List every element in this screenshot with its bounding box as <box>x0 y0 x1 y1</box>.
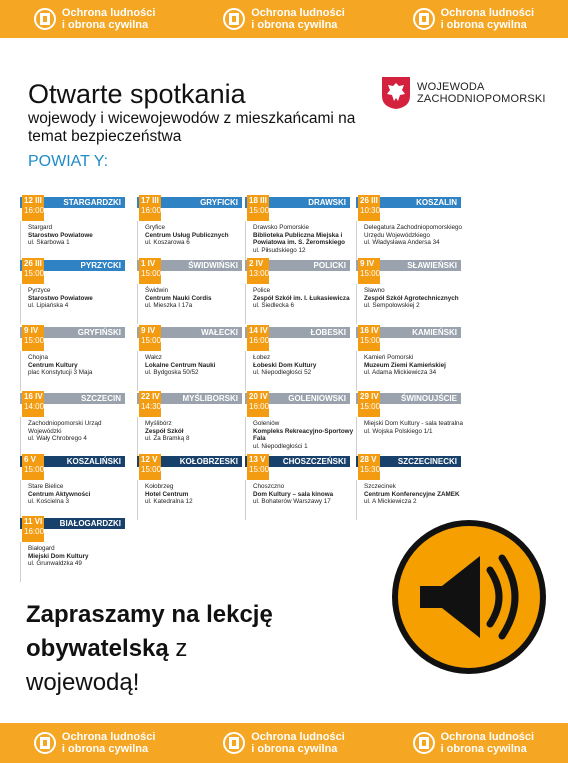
civil-defense-icon <box>413 8 435 30</box>
meeting-date: 9 IV <box>141 326 156 335</box>
card-divider <box>20 221 21 261</box>
meeting-location <box>145 420 249 443</box>
meeting-date: 9 IV <box>360 259 375 268</box>
meeting-city: Szczecinek <box>364 483 396 490</box>
powiat-name-bar: POLICKI <box>245 260 350 271</box>
meeting-city: Białogard <box>28 545 55 552</box>
meeting-date: 1 IV <box>141 259 156 268</box>
invite-line1: Zapraszamy na lekcję <box>26 601 273 628</box>
powiat-name-bar: SZCZECINECKI <box>356 456 461 467</box>
meeting-location <box>253 287 357 310</box>
meeting-date-badge <box>22 516 44 542</box>
meeting-place: Miejski Dom Kultury <box>28 552 89 560</box>
meeting-date-badge <box>247 391 269 417</box>
meeting-date-badge <box>139 391 161 417</box>
meeting-date-badge <box>247 195 269 221</box>
card-divider <box>137 351 138 391</box>
powiat-name-bar: GRYFIŃSKI <box>20 327 125 338</box>
meeting-city: Stare Bielice <box>28 483 64 490</box>
meeting-address: ul. Skarbowa 1 <box>28 239 70 247</box>
meeting-time: 15:00 <box>360 336 381 345</box>
meeting-location <box>145 224 249 247</box>
meeting-card <box>356 456 466 520</box>
meeting-address: ul. Koszarowa 6 <box>145 239 190 247</box>
card-divider <box>137 417 138 457</box>
meeting-card <box>137 260 247 324</box>
meeting-place: Centrum Nauki Cordis <box>145 294 212 302</box>
meeting-date: 13 V <box>249 455 266 464</box>
card-divider <box>20 284 21 324</box>
meeting-city: Pyrzyce <box>28 287 51 294</box>
meeting-time: 14:30 <box>141 402 162 411</box>
invite-line3: wojewodą! <box>26 669 140 696</box>
wojewoda-line1: WOJEWODA <box>417 81 485 93</box>
powiat-name-bar: KAMIEŃSKI <box>356 327 461 338</box>
meeting-card <box>20 197 130 261</box>
meeting-address: ul. Niepodległości 52 <box>253 369 312 377</box>
meeting-date-badge <box>247 454 269 480</box>
meeting-city: Kamień Pomorski <box>364 354 414 361</box>
meeting-location <box>145 354 249 377</box>
brand-logo-5 <box>223 731 345 755</box>
meeting-card <box>356 260 466 324</box>
meeting-date-badge <box>358 195 380 221</box>
meeting-address: ul. Kościelna 3 <box>28 498 69 506</box>
meeting-place: Lokalne Centrum Nauki <box>145 361 216 369</box>
meeting-time: 15:00 <box>360 402 381 411</box>
meeting-time: 15:00 <box>141 336 162 345</box>
meeting-date-badge <box>358 391 380 417</box>
meeting-city: Police <box>253 287 271 294</box>
polish-eagle-emblem-icon <box>381 76 411 110</box>
meeting-date: 26 III <box>360 196 378 205</box>
card-divider <box>245 351 246 391</box>
meeting-address: ul. Katedralna 12 <box>145 498 193 506</box>
meeting-place: Centrum Kultury <box>28 361 78 369</box>
meeting-location <box>28 420 132 443</box>
meeting-card <box>20 327 130 391</box>
powiat-name-bar: KOŁOBRZESKI <box>137 456 242 467</box>
wojewoda-logo <box>381 76 546 110</box>
meeting-city: Miejski Dom Kultury - sala teatralna <box>364 420 464 427</box>
meeting-date: 29 IV <box>360 392 379 401</box>
powiat-name-bar: SŁAWIEŃSKI <box>356 260 461 271</box>
invite-line2-bold: obywatelską <box>26 635 169 662</box>
card-divider <box>137 480 138 520</box>
powiat-name-bar: PYRZYCKI <box>20 260 125 271</box>
bottom-banner <box>0 723 568 763</box>
brand-line1: Ochrona ludności <box>61 731 156 743</box>
brand-line1: Ochrona ludności <box>61 7 156 19</box>
meeting-card <box>137 197 247 261</box>
meeting-city: Wałcz <box>145 354 162 361</box>
top-banner <box>0 0 568 38</box>
card-divider <box>356 221 357 261</box>
meeting-city: Myślibórz <box>145 420 172 427</box>
meeting-address: ul. Wojska Polskiego 1/1 <box>364 427 433 435</box>
meeting-city: Stargard <box>28 224 53 231</box>
meeting-city: Delegatura Zachodniopomorskiego Urzędu Wojewódzkiego <box>364 224 463 239</box>
meeting-address: ul. Bohaterów Warszawy 17 <box>253 498 331 506</box>
meeting-location <box>28 287 132 310</box>
meeting-place: Centrum Usług Publicznych <box>145 231 229 239</box>
meeting-date-badge <box>22 454 44 480</box>
meeting-place: Zespół Szkół Agrotechnicznych <box>364 294 459 302</box>
card-divider <box>137 221 138 261</box>
meeting-time: 13:00 <box>249 269 270 278</box>
meeting-city: Łobez <box>253 354 271 361</box>
meeting-date-badge <box>139 454 161 480</box>
meeting-location <box>253 420 357 450</box>
meeting-date-badge <box>22 258 44 284</box>
meeting-place: Starostwo Powiatowe <box>28 231 93 239</box>
meeting-date-badge <box>139 195 161 221</box>
brand-line1: Ochrona ludności <box>440 7 535 19</box>
meeting-date-badge <box>139 258 161 284</box>
meeting-time: 15:00 <box>24 336 45 345</box>
meeting-address: ul. Za Bramką 8 <box>145 435 190 443</box>
card-divider <box>20 480 21 520</box>
meeting-time: 15:00 <box>24 465 45 474</box>
brand-line1: Ochrona ludności <box>251 731 345 743</box>
brand-line1: Ochrona ludności <box>440 731 535 743</box>
meeting-location <box>253 224 357 254</box>
meeting-card <box>245 393 355 457</box>
meeting-place: Kompleks Rekreacyjno-Sportowy Fala <box>253 427 354 443</box>
card-divider <box>356 284 357 324</box>
meeting-address: ul. Siedlecka 6 <box>253 302 294 310</box>
powiat-name-bar: KOSZALIŃSKI <box>20 456 125 467</box>
brand-line2: i obrona cywilna <box>440 19 527 31</box>
meeting-place: Zespół Szkół <box>145 427 184 435</box>
brand-logo-3 <box>413 7 535 31</box>
meeting-city: Goleniów <box>253 420 280 427</box>
meeting-place: Starostwo Powiatowe <box>28 294 93 302</box>
card-divider <box>20 417 21 457</box>
meeting-address: ul. Adama Mickiewicza 34 <box>364 369 437 377</box>
civil-defense-icon <box>413 732 435 754</box>
meeting-location <box>28 224 132 247</box>
powiat-name-bar: KOSZALIN <box>356 197 461 208</box>
meeting-date-badge <box>22 391 44 417</box>
meeting-city: Zachodniopomorski Urząd Wojewódzki <box>28 420 102 435</box>
card-divider <box>356 351 357 391</box>
powiat-name-bar: ŁOBESKI <box>245 327 350 338</box>
meeting-address: ul. Władysława Andersa 34 <box>364 239 440 247</box>
meeting-date-badge <box>22 195 44 221</box>
meeting-date: 20 IV <box>249 392 268 401</box>
brand-line2: i obrona cywilna <box>251 743 338 755</box>
meeting-address: ul. Sempołowskiej 2 <box>364 302 420 310</box>
meeting-address: ul. A Mickiewicza 2 <box>364 498 417 506</box>
meeting-city: Sławno <box>364 287 385 294</box>
meeting-card <box>245 197 355 261</box>
meeting-date-badge <box>139 325 161 351</box>
card-divider <box>245 480 246 520</box>
meeting-card <box>20 456 130 520</box>
powiat-name-bar: WAŁECKI <box>137 327 242 338</box>
powiat-name-bar: GOLENIOWSKI <box>245 393 350 404</box>
brand-line2: i obrona cywilna <box>251 19 338 31</box>
card-divider <box>356 417 357 457</box>
meeting-card <box>20 393 130 457</box>
meeting-place: Hotel Centrum <box>145 490 189 498</box>
meeting-card <box>137 393 247 457</box>
meeting-address: ul. Lipiańska 4 <box>28 302 69 310</box>
meeting-card <box>245 327 355 391</box>
meeting-time: 15:30 <box>360 465 381 474</box>
powiat-name-bar: ŚWIDWIŃSKI <box>137 260 242 271</box>
brand-logo-2 <box>223 7 345 31</box>
card-divider <box>245 284 246 324</box>
meeting-card <box>20 260 130 324</box>
meeting-date: 12 III <box>24 196 42 205</box>
civil-defense-icon <box>223 8 245 30</box>
meeting-address: ul. Grunwaldzka 49 <box>28 560 82 568</box>
meeting-address: plac Konstytucji 3 Maja <box>28 369 93 377</box>
meeting-date-badge <box>247 325 269 351</box>
civil-defense-icon <box>34 732 56 754</box>
meeting-date: 2 IV <box>249 259 264 268</box>
meeting-place: Biblioteka Publiczna Miejska i Powiatowa im. S. Żeromskiego <box>253 231 346 247</box>
meeting-place: Dom Kultury – sala kinowa <box>253 490 334 498</box>
meeting-time: 15:00 <box>249 206 270 215</box>
meeting-date-badge <box>247 258 269 284</box>
meeting-date: 26 III <box>24 259 42 268</box>
card-divider <box>356 480 357 520</box>
meeting-place: Centrum Aktywności <box>28 490 91 498</box>
brand-line2: i obrona cywilna <box>61 743 149 755</box>
civil-defense-icon <box>223 732 245 754</box>
meeting-date: 11 VI <box>24 517 43 526</box>
card-divider <box>245 221 246 261</box>
powiat-name-bar: STARGARDZKI <box>20 197 125 208</box>
brand-line1: Ochrona ludności <box>251 7 345 19</box>
meeting-location <box>364 354 468 377</box>
meeting-date: 14 IV <box>249 326 268 335</box>
meeting-address: ul. Wały Chrobrego 4 <box>28 435 87 443</box>
powiat-name-bar: CHOSZCZEŃSKI <box>245 456 350 467</box>
meeting-place: Łobeski Dom Kultury <box>253 361 317 369</box>
brand-logo-6 <box>413 731 535 755</box>
card-divider <box>245 417 246 457</box>
meeting-date: 28 V <box>360 455 377 464</box>
meeting-place: Muzeum Ziemi Kamieńskiej <box>364 361 446 369</box>
meeting-time: 16:00 <box>249 336 270 345</box>
powiat-name-bar: SZCZECIN <box>20 393 125 404</box>
meeting-time: 10:30 <box>360 206 381 215</box>
meeting-location <box>28 354 132 377</box>
meeting-card <box>137 327 247 391</box>
meeting-date-badge <box>358 454 380 480</box>
meeting-location <box>364 483 468 506</box>
powiat-name-bar: DRAWSKI <box>245 197 350 208</box>
meeting-date-badge <box>22 325 44 351</box>
meeting-location <box>364 420 468 435</box>
powiat-name-bar: MYŚLIBORSKI <box>137 393 242 404</box>
meeting-date: 22 IV <box>141 392 160 401</box>
meeting-place: Zespół Szkół im. I. Łukasiewicza <box>253 294 350 302</box>
brand-logo-1 <box>34 7 156 31</box>
meeting-time: 16:00 <box>24 527 45 536</box>
meeting-date: 18 III <box>249 196 267 205</box>
meeting-place: Centrum Konferencyjne ZAMEK <box>364 490 460 498</box>
meeting-date: 6 V <box>24 455 37 464</box>
meeting-date: 16 IV <box>360 326 379 335</box>
civil-defense-icon <box>34 8 56 30</box>
meeting-card <box>356 327 466 391</box>
meeting-location <box>28 545 132 568</box>
powiat-name-bar: ŚWINOUJŚCIE <box>356 393 461 404</box>
meeting-card <box>137 456 247 520</box>
meeting-location <box>253 483 357 506</box>
meeting-date: 17 III <box>141 196 159 205</box>
meeting-card <box>20 518 130 582</box>
meeting-time: 15:00 <box>249 465 270 474</box>
meeting-time: 16:00 <box>141 206 162 215</box>
meeting-location <box>253 354 357 377</box>
invitation-text <box>26 598 356 700</box>
meeting-address: ul. Mieszka I 17a <box>145 302 193 310</box>
meeting-time: 15:00 <box>141 269 162 278</box>
brand-line2: i obrona cywilna <box>61 19 149 31</box>
card-divider <box>20 351 21 391</box>
meeting-card <box>356 393 466 457</box>
brand-line2: i obrona cywilna <box>440 743 527 755</box>
powiat-name-bar: BIAŁOGARDZKI <box>20 518 125 529</box>
powiat-name-bar: GRYFICKI <box>137 197 242 208</box>
meeting-date: 9 IV <box>24 326 39 335</box>
meeting-city: Kołobrzeg <box>145 483 174 490</box>
page-title: Otwarte spotkania <box>28 79 246 109</box>
meeting-date: 12 V <box>141 455 158 464</box>
meeting-address: ul. Niepodległości 1 <box>253 442 308 450</box>
card-divider <box>20 542 21 582</box>
meeting-city: Świdwin <box>145 287 169 294</box>
meeting-city: Choszczno <box>253 483 285 490</box>
meeting-time: 15:00 <box>24 269 45 278</box>
page-subtitle: wojewody i wicewojewodów z mieszkańcami na temat bezpieczeństwa <box>28 110 356 145</box>
invite-line2-rest: z <box>168 635 188 662</box>
meeting-location <box>364 287 468 310</box>
meeting-time: 15:00 <box>141 465 162 474</box>
meeting-location <box>145 483 249 506</box>
meeting-location <box>145 287 249 310</box>
meeting-time: 14:00 <box>24 402 45 411</box>
meeting-date-badge <box>358 325 380 351</box>
meeting-date-badge <box>358 258 380 284</box>
wojewoda-line2: ZACHODNIOPOMORSKI <box>417 93 546 105</box>
meeting-time: 15:00 <box>360 269 381 278</box>
meeting-time: 16:00 <box>249 402 270 411</box>
powiat-label: POWIAT Y: <box>28 153 109 170</box>
brand-logo-4 <box>34 731 156 755</box>
meeting-address: ul. Bydgoska 50/52 <box>145 369 199 377</box>
meeting-city: Chojna <box>28 354 48 361</box>
meeting-card <box>245 456 355 520</box>
meeting-city: Gryfice <box>145 224 165 231</box>
meeting-city: Drawsko Pomorskie <box>253 224 309 231</box>
megaphone-speaker-icon <box>390 518 548 676</box>
meeting-location <box>28 483 132 506</box>
card-divider <box>137 284 138 324</box>
meeting-card <box>356 197 466 261</box>
meeting-date: 16 IV <box>24 392 43 401</box>
meeting-card <box>245 260 355 324</box>
meeting-address: ul. Piłsudskiego 12 <box>253 246 306 254</box>
meeting-time: 16:00 <box>24 206 45 215</box>
meeting-location <box>364 224 468 247</box>
